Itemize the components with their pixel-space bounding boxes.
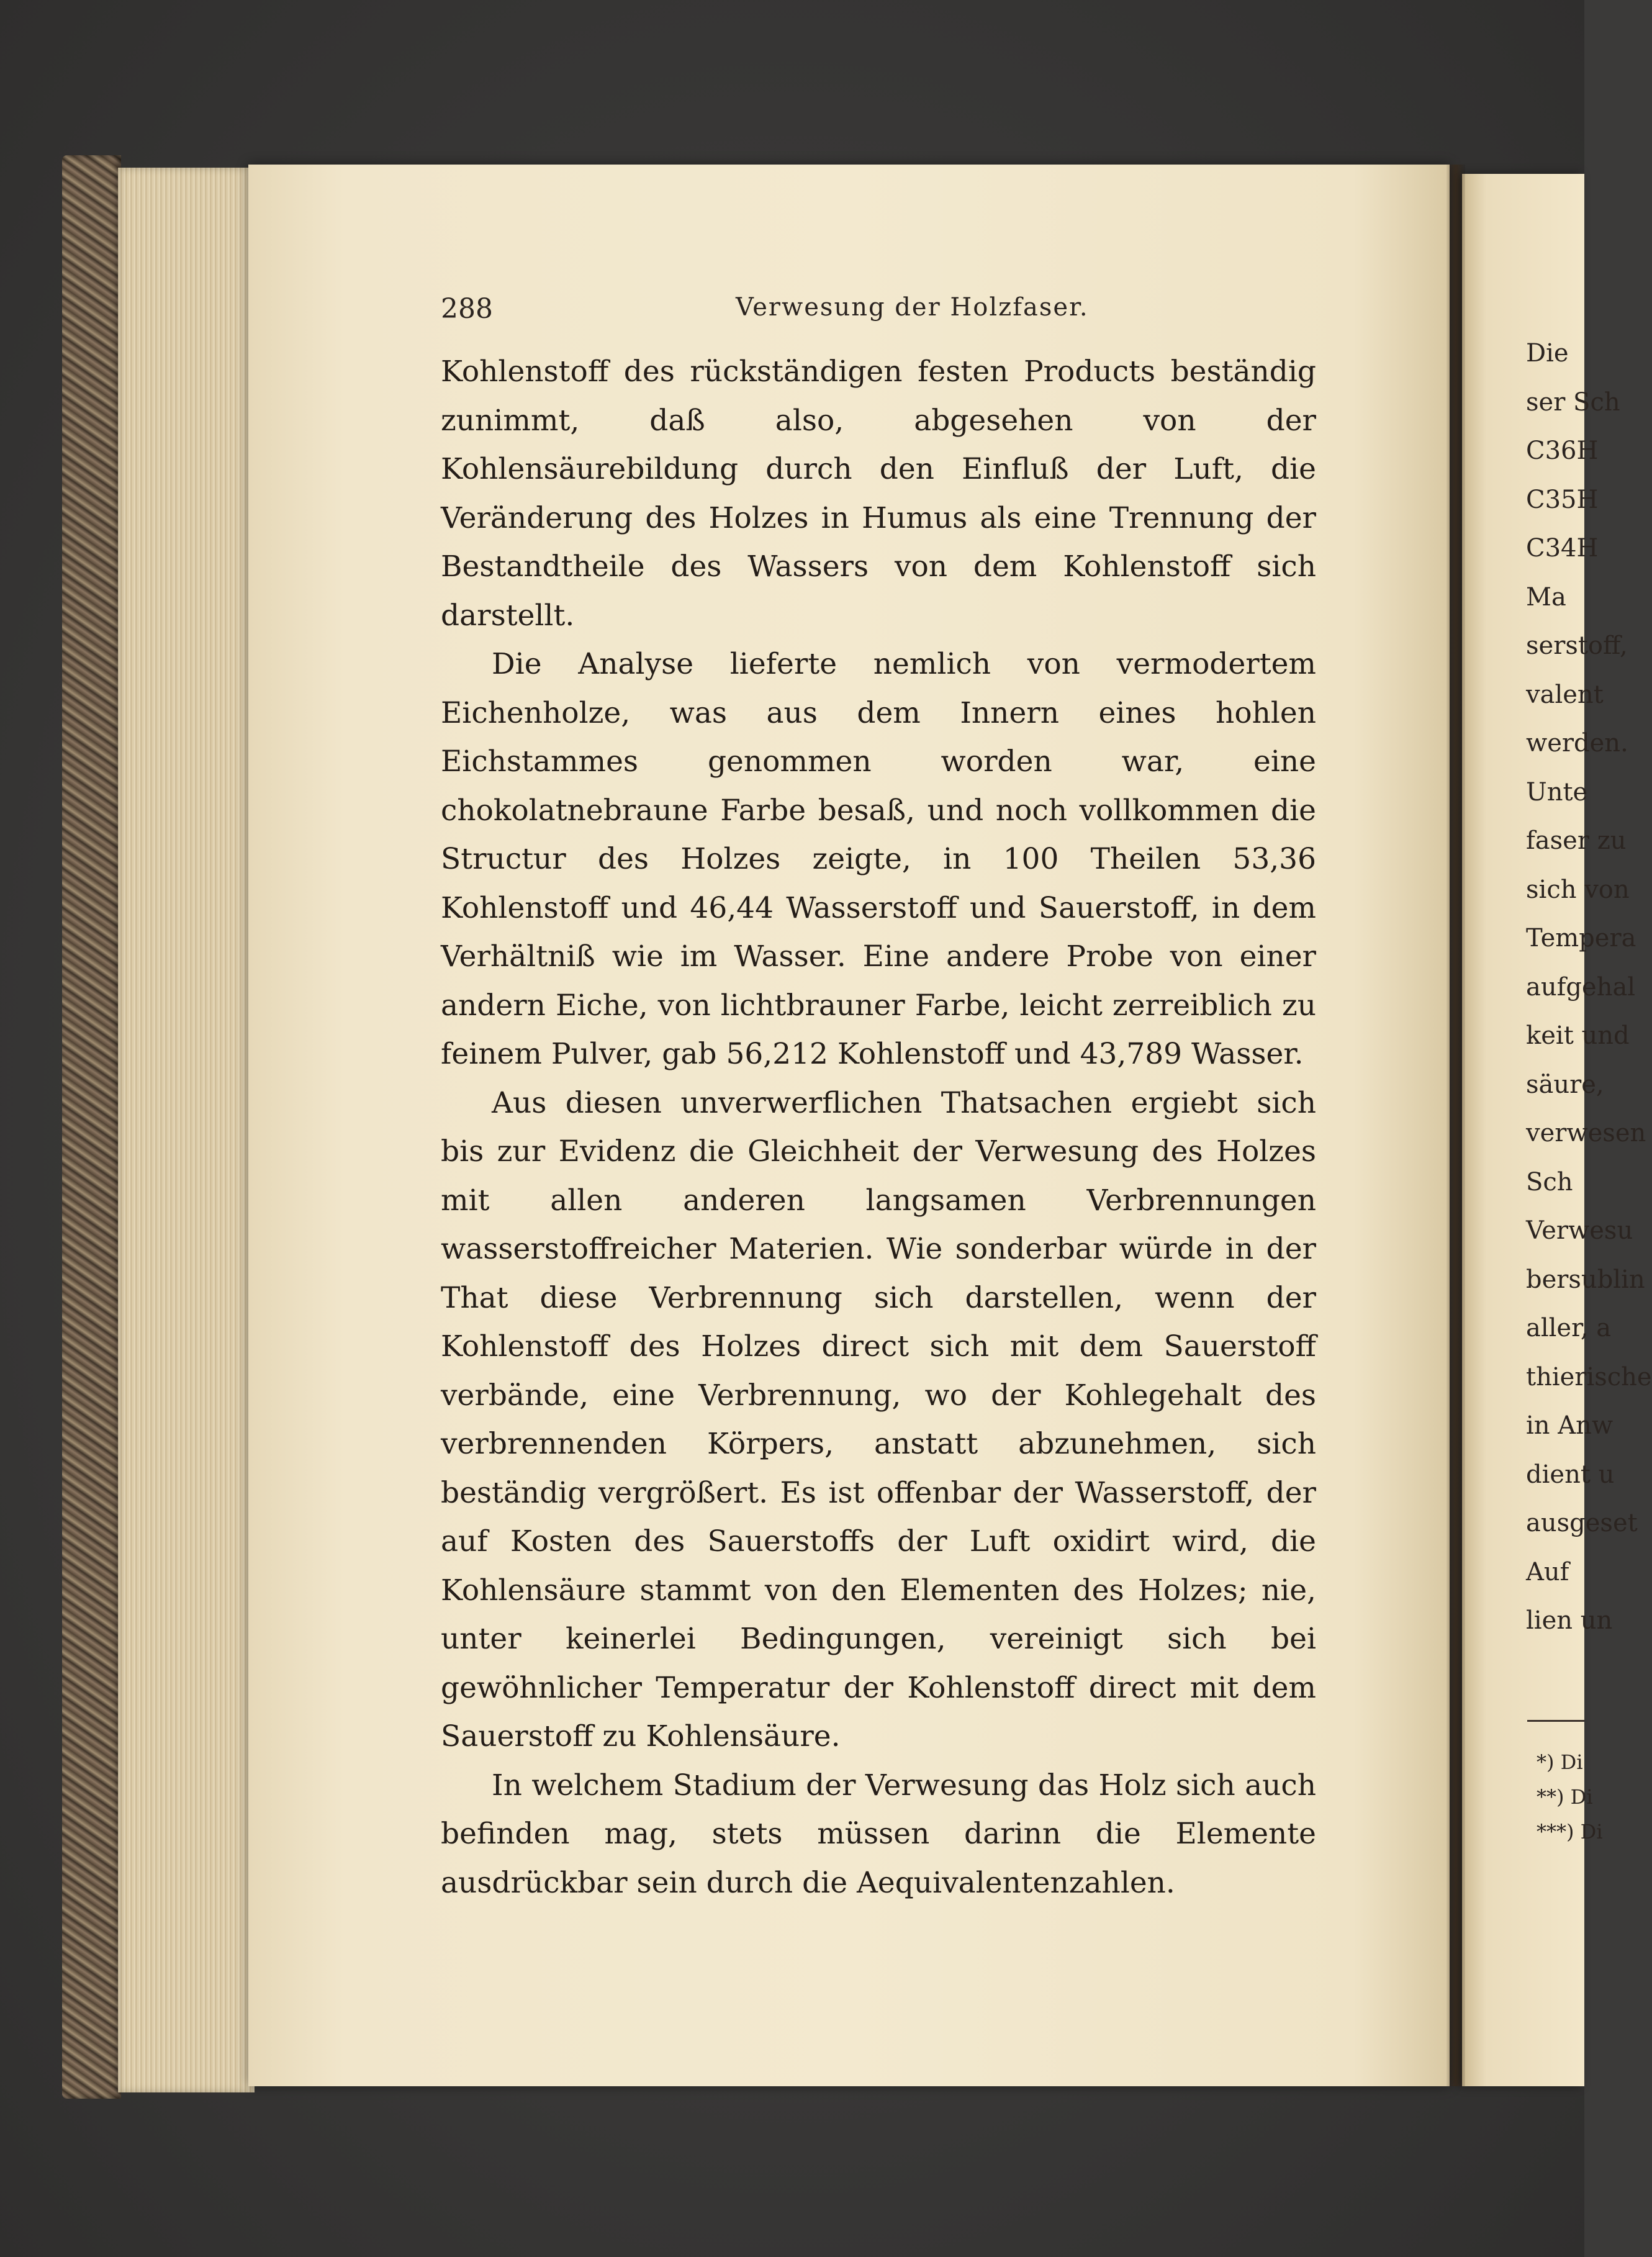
facing-line: dient u: [1526, 1460, 1615, 1489]
paragraph: Kohlenstoff des rückständigen festen Products beständig zunimmt, daß also, abgesehen von der Kohlensäurebildung durch den Einfluß der Luft, die Veränderung des Holzes in Humus als eine Trennung der Bestandtheile des Wassers von dem Kohlenstoff sich darstellt.: [441, 355, 1316, 633]
marbled-cover: [62, 155, 121, 2099]
page-number: 288: [441, 293, 493, 325]
facing-line: Sch: [1526, 1167, 1573, 1196]
facing-line: Tempera: [1526, 924, 1636, 952]
facing-line: C36H: [1526, 436, 1599, 465]
facing-line: verwesen: [1526, 1119, 1646, 1147]
body-text: [441, 348, 1316, 1907]
facing-line: sich von: [1526, 875, 1630, 904]
facing-line: Ma: [1526, 582, 1566, 612]
facing-line: Auf: [1526, 1557, 1569, 1586]
facing-line: faser zu: [1526, 826, 1627, 855]
footnote-line: **) Di: [1537, 1785, 1593, 1809]
facing-line: aller, a: [1526, 1314, 1612, 1342]
facing-line: aufgehal: [1526, 972, 1636, 1002]
running-title: Verwesung der Holzfaser.: [736, 293, 1089, 322]
facing-line: ser Sch: [1526, 387, 1620, 417]
facing-line: säure,: [1526, 1070, 1604, 1099]
running-head: [441, 293, 1322, 330]
facing-line: bersublin: [1526, 1265, 1645, 1294]
footnote-line: *) Di: [1537, 1750, 1583, 1774]
facing-line: lien un: [1526, 1606, 1613, 1635]
facing-line: in Anw: [1526, 1411, 1614, 1440]
paragraph: Die Analyse lieferte nemlich von vermodertem Eichenholze, was aus dem Innern eines hohlen Eichstammes genommen worden war, eine chokolatnebraune Farbe besaß, und noch vollkommen die Structur des Holzes zeigte, in 100 Theilen 53,36 Kohlenstoff und 46,44 Wasserstoff und Sauerstoff, in dem Verhältniß wie im Wasser. Eine andere Probe von einer andern Eiche, von lichtbrauner Farbe, leicht zerreiblich zu feinem Pulver, gab 56,212 Kohlenstoff und 43,789 Wasser.: [441, 647, 1316, 1071]
paragraph: In welchem Stadium der Verwesung das Holz sich auch befinden mag, stets müssen darinn die Elemente ausdrückbar sein durch die Aequivalentenzahlen.: [441, 1768, 1316, 1900]
facing-page-text: [1526, 329, 1652, 1645]
facing-line: ausgeset: [1526, 1509, 1638, 1537]
facing-line: valent: [1526, 680, 1604, 709]
facing-line: werden.: [1526, 729, 1628, 758]
page-edges: [118, 168, 255, 2092]
footnote-line: ***) Di: [1537, 1820, 1603, 1843]
footnote-rule: [1527, 1720, 1584, 1722]
facing-line: Die: [1526, 339, 1569, 368]
facing-line: Unte: [1526, 777, 1588, 807]
facing-line: Verwesu: [1526, 1216, 1633, 1245]
paragraph: Aus diesen unverwerflichen Thatsachen ergiebt sich bis zur Evidenz die Gleichheit der Verwesung des Holzes mit allen anderen langsamen Verbrennungen wasserstoffreicher Materien. Wie sonderbar würde in der That diese Verbrennung sich darstellen, wenn der Kohlenstoff des Holzes direct sich mit dem Sauerstoff verbände, eine Verbrennung, wo der Kohlegehalt des verbrennenden Körpers, anstatt abzunehmen, sich beständig vergrößert. Es ist offenbar der Wasserstoff, der auf Kosten des Sauerstoffs der Luft oxidirt wird, die Kohlensäure stammt von den Elementen des Holzes; nie, unter keinerlei Bedingungen, vereinigt sich bei gewöhnlicher Temperatur der Kohlenstoff direct mit dem Sauerstoff zu Kohlensäure.: [441, 1085, 1316, 1753]
facing-footnotes: [1537, 1745, 1603, 1849]
facing-line: thierische: [1526, 1362, 1652, 1391]
facing-line: C34H: [1526, 534, 1599, 563]
book-gutter: [1447, 165, 1465, 2086]
facing-line: serstoff,: [1526, 631, 1628, 660]
facing-line: C35H: [1526, 485, 1599, 514]
facing-line: keit und: [1526, 1021, 1630, 1050]
